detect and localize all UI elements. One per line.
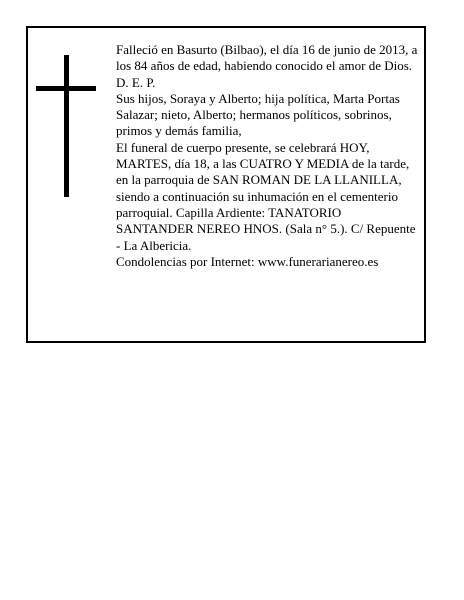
- cross-horizontal-bar: [36, 86, 96, 91]
- obituary-notice: [26, 26, 426, 343]
- rip-line: D. E. P.: [116, 74, 156, 90]
- death-statement: Falleció en Basurto (Bilbao), el día 16 de junio de 2013, a los 84 años de edad, habiendo conocido el amor de Dios.: [116, 42, 418, 74]
- condolences-line: Condolencias por Internet: www.funerarianereo.es: [116, 253, 379, 269]
- obituary-text: [116, 42, 422, 270]
- cross-vertical-bar: [64, 55, 69, 197]
- latin-cross-icon: [36, 55, 96, 197]
- funeral-details: El funeral de cuerpo presente, se celebrará HOY, MARTES, día 18, a las CUATRO Y MEDIA de la tarde, en la parroquia de SAN ROMAN DE LA LLANILLA, siendo a continuación su inhumación en el cementerio parroquial. Capilla Ardiente: TANATORIO SANTANDER NEREO HNOS. (Sala n° 5.). C/ Repuente - La Albericia.: [116, 139, 416, 253]
- family-list: Sus hijos, Soraya y Alberto; hija política, Marta Portas Salazar; nieto, Alberto; hermanos políticos, sobrinos, primos y demás familia,: [116, 90, 400, 139]
